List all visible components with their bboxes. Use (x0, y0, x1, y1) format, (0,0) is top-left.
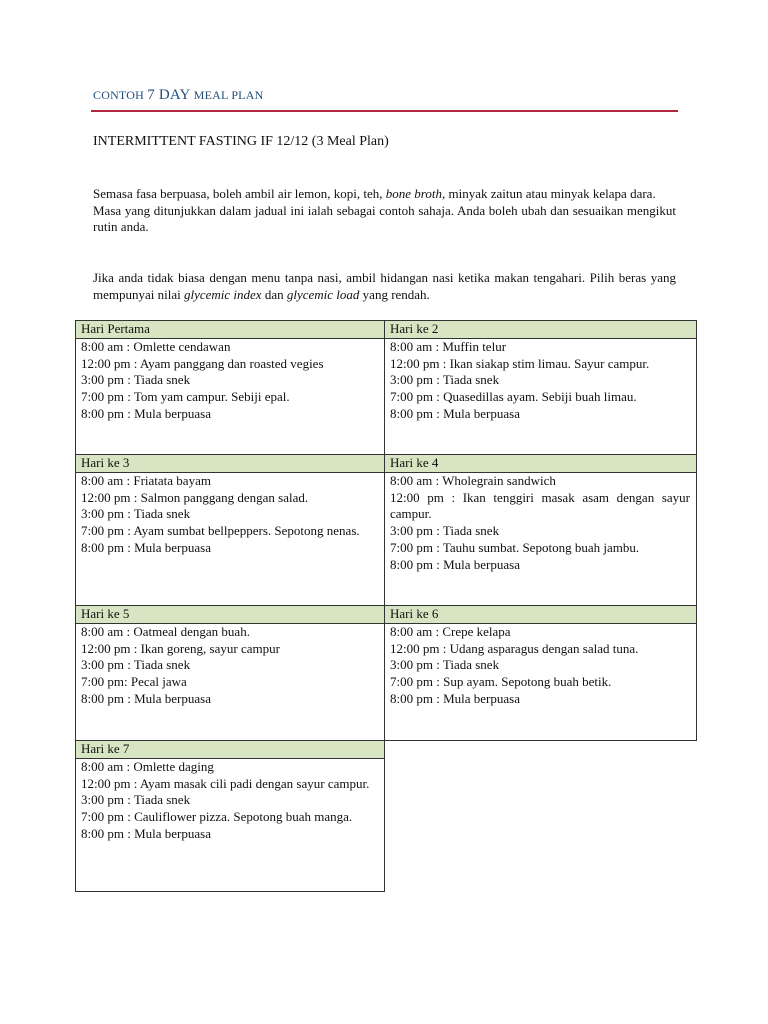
day-box-3 (75, 454, 385, 606)
day-box-1 (75, 320, 385, 455)
meal-line: 8:00 am : Omlette cendawan (81, 339, 231, 354)
document-title (93, 87, 263, 104)
meal-line: 7:00 pm : Tom yam campur. Sebiji epal. (81, 389, 290, 405)
day-meal-list (76, 624, 384, 708)
day-box-2 (384, 320, 697, 455)
meal-line: 12:00 pm : Ayam masak cili padi dengan sayur campur. (81, 775, 370, 791)
day-meal-list (76, 473, 384, 557)
meal-line: 8:00 pm : Mula berpuasa (390, 690, 520, 706)
intro-block-fasting (93, 186, 676, 236)
intro-paragraph-1: Semasa fasa berpuasa, boleh ambil air lemon, kopi, teh, bone broth, minyak zaitun atau minyak kelapa dara. (93, 186, 656, 201)
intro-block-rice (93, 270, 676, 303)
day-box-4 (384, 454, 697, 606)
meal-line: 8:00 pm : Mula berpuasa (81, 690, 211, 706)
title-underline-rule (91, 110, 678, 112)
meal-line: 12:00 pm : Udang asparagus dengan salad tuna. (390, 640, 639, 656)
meal-line: 3:00 pm : Tiada snek (81, 657, 191, 673)
meal-line: 7:00 pm : Ayam sumbat bellpeppers. Sepotong nenas. (81, 523, 360, 539)
meal-line: 12:00 pm : Salmon panggang dengan salad. (81, 489, 309, 505)
day-header: Hari ke 7 (76, 741, 384, 759)
title-suffix: MEAL PLAN (190, 88, 264, 102)
meal-line: 8:00 am : Muffin telur (390, 339, 507, 354)
meal-line: 7:00 pm: Pecal jawa (81, 674, 187, 690)
day-header: Hari ke 2 (385, 321, 696, 339)
meal-line: 3:00 pm : Tiada snek (81, 792, 191, 808)
day-header: Hari ke 5 (76, 606, 384, 624)
day-meal-list (385, 339, 696, 423)
meal-line: 8:00 am : Wholegrain sandwich (390, 473, 556, 488)
day-box-7 (75, 740, 385, 892)
meal-line: 8:00 am : Crepe kelapa (390, 624, 511, 639)
meal-line: 3:00 pm : Tiada snek (390, 523, 500, 539)
meal-line: 8:00 am : Oatmeal dengan buah. (81, 624, 250, 639)
day-header: Hari ke 4 (385, 455, 696, 473)
meal-line: 8:00 pm : Mula berpuasa (81, 539, 211, 555)
title-day: 7 DAY (147, 87, 191, 103)
meal-line: 8:00 am : Friatata bayam (81, 473, 211, 488)
meal-line: 7:00 pm : Tauhu sumbat. Sepotong buah jambu. (390, 539, 640, 555)
meal-line: 8:00 pm : Mula berpuasa (81, 825, 211, 841)
meal-line: 7:00 pm : Sup ayam. Sepotong buah betik. (390, 674, 612, 690)
day-header: Hari ke 6 (385, 606, 696, 624)
day-header: Hari Pertama (76, 321, 384, 339)
plan-heading: INTERMITTENT FASTING IF 12/12 (3 Meal Plan) (93, 134, 389, 149)
meal-line: 8:00 pm : Mula berpuasa (390, 556, 520, 572)
title-prefix: CONTOH (93, 88, 148, 102)
meal-line: 12:00 pm : Ikan tenggiri masak asam dengan sayur campur. (390, 489, 690, 522)
meal-line: 8:00 pm : Mula berpuasa (81, 405, 211, 421)
meal-line: 3:00 pm : Tiada snek (81, 372, 191, 388)
intro-paragraph-3: Jika anda tidak biasa dengan menu tanpa nasi, ambil hidangan nasi ketika makan tengahari. Pilih beras yang mempunyai nilai glycemic index dan glycemic load yang rendah. (93, 270, 676, 302)
day-meal-list (76, 339, 384, 423)
meal-line: 8:00 am : Omlette daging (81, 759, 214, 774)
day-meal-list (385, 473, 696, 573)
meal-line: 12:00 pm : Ayam panggang dan roasted vegies (81, 355, 324, 371)
intro-paragraph-2: Masa yang ditunjukkan dalam jadual ini ialah sebagai contoh sahaja. Anda boleh ubah dan sesuaikan mengikut rutin anda. (93, 202, 676, 234)
meal-line: 3:00 pm : Tiada snek (81, 506, 191, 522)
meal-line: 7:00 pm : Cauliflower pizza. Sepotong buah manga. (81, 809, 353, 825)
day-header: Hari ke 3 (76, 455, 384, 473)
intro-italic-bone-broth: bone broth (385, 186, 442, 201)
meal-line: 3:00 pm : Tiada snek (390, 657, 500, 673)
intro-italic-glycemic-load: glycemic load (286, 286, 360, 302)
meal-line: 12:00 pm : Ikan goreng, sayur campur (81, 640, 280, 656)
day-box-6 (384, 605, 697, 741)
meal-line: 7:00 pm : Quasedillas ayam. Sebiji buah limau. (390, 389, 637, 405)
meal-line: 12:00 pm : Ikan siakap stim limau. Sayur campur. (390, 355, 650, 371)
intro-italic-glycemic-index: glycemic index (183, 286, 262, 302)
day-box-5 (75, 605, 385, 741)
meal-line: 8:00 pm : Mula berpuasa (390, 405, 520, 421)
day-meal-list (76, 759, 384, 843)
day-meal-list (385, 624, 696, 708)
meal-line: 3:00 pm : Tiada snek (390, 372, 500, 388)
